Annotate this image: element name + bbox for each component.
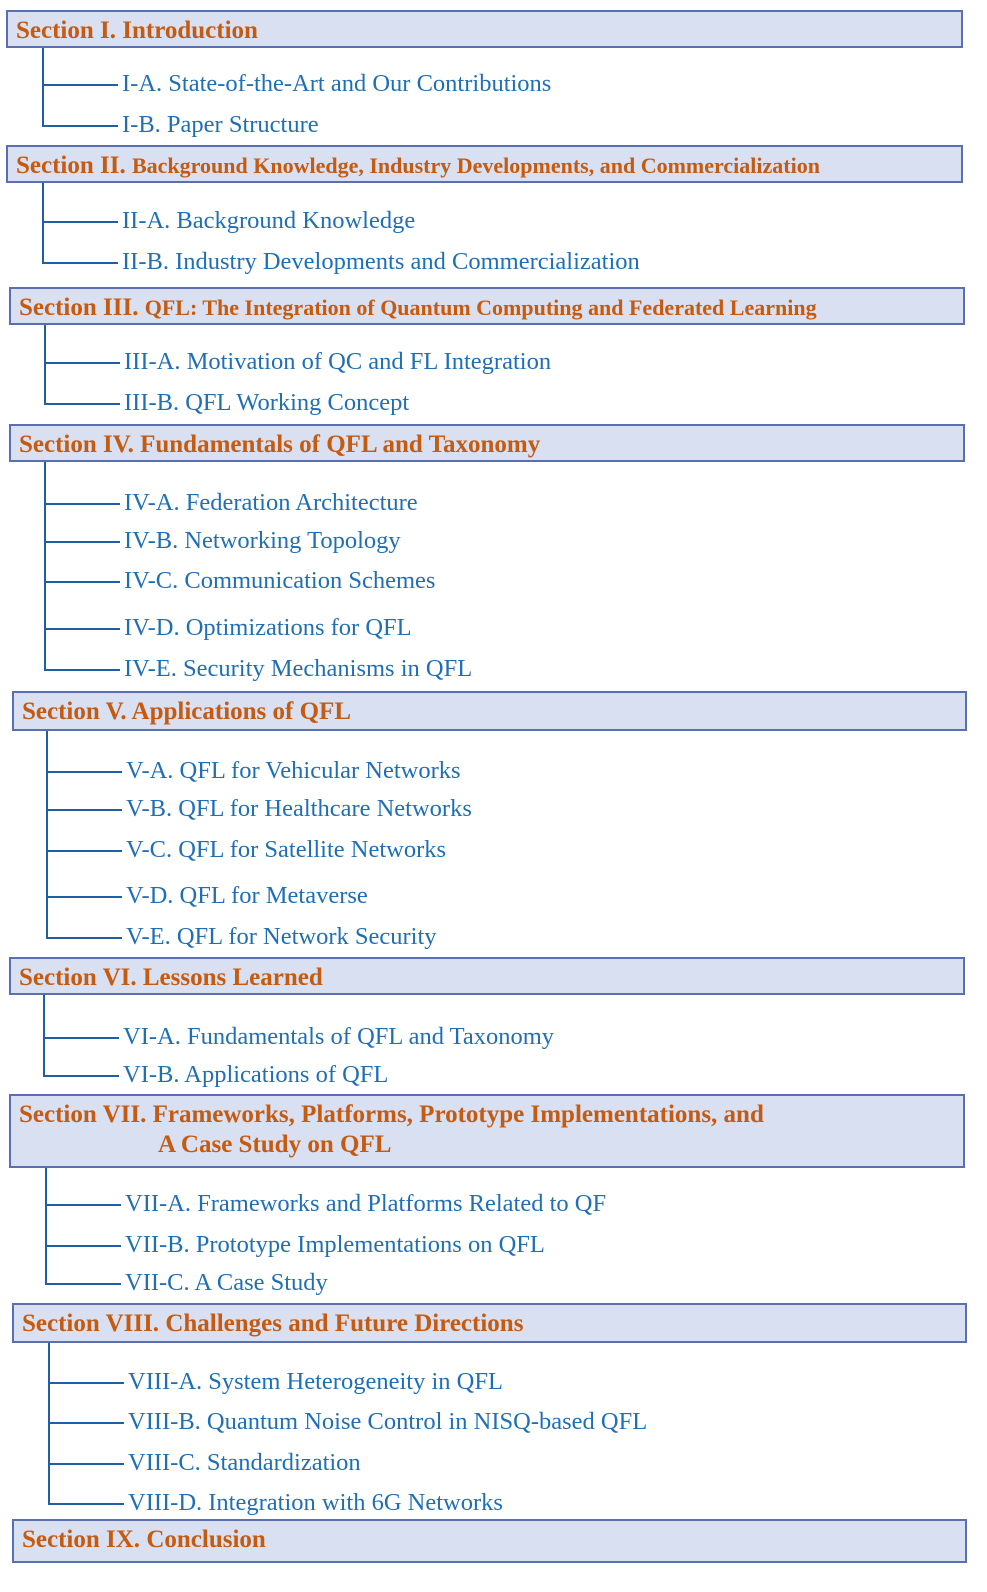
connector-branch — [46, 771, 122, 773]
subsection-vii-c: VII-C. A Case Study — [125, 1269, 328, 1296]
connector-branch — [44, 362, 120, 364]
subsection-iii-b: III-B. QFL Working Concept — [124, 389, 410, 416]
subsection-v-c: V-C. QFL for Satellite Networks — [126, 836, 447, 863]
subsection-i-b: I-B. Paper Structure — [122, 111, 319, 138]
connector-branch — [44, 403, 120, 405]
connector-branch — [44, 628, 120, 630]
subsection-vi-b: VI-B. Applications of QFL — [123, 1061, 389, 1088]
section-title: Background Knowledge, Industry Developments, and Commercialization — [131, 153, 820, 178]
connector-branch — [45, 1204, 121, 1206]
connector-spine — [42, 48, 44, 127]
subsection-iii-a: III-A. Motivation of QC and FL Integration — [124, 348, 552, 375]
subsection-iv-d: IV-D. Optimizations for QFL — [124, 614, 412, 641]
subsection-v-d: V-D. QFL for Metaverse — [126, 882, 368, 909]
connector-spine — [43, 995, 45, 1077]
subsection-viii-c: VIII-C. Standardization — [128, 1449, 361, 1476]
section-label: Section V. — [22, 698, 127, 725]
subsection-v-b: V-B. QFL for Healthcare Networks — [126, 795, 472, 822]
connector-branch — [43, 1075, 119, 1077]
section-label: Section IX. — [22, 1526, 141, 1553]
connector-spine — [46, 731, 48, 939]
section-label: Section IV. — [19, 431, 134, 458]
connector-branch — [45, 1245, 121, 1247]
section-label: Section VIII. — [22, 1310, 160, 1337]
section-header-ii — [6, 145, 963, 183]
subsection-vii-b: VII-B. Prototype Implementations on QFL — [125, 1231, 545, 1258]
connector-branch — [42, 262, 118, 264]
section-label: Section I. — [16, 17, 116, 44]
section-label: Section VI. — [19, 964, 137, 991]
connector-branch — [44, 669, 120, 671]
subsection-iv-a: IV-A. Federation Architecture — [124, 489, 418, 516]
subsection-v-e: V-E. QFL for Network Security — [126, 923, 437, 950]
section-title: QFL: The Integration of Quantum Computing and Federated Learning — [144, 295, 817, 320]
section-header-vii — [9, 1094, 965, 1168]
connector-branch — [46, 809, 122, 811]
connector-branch — [45, 1283, 121, 1285]
connector-branch — [48, 1382, 124, 1384]
subsection-viii-a: VIII-A. System Heterogeneity in QFL — [128, 1368, 503, 1395]
section-header-v — [12, 691, 967, 731]
section-label: Section VII. — [19, 1101, 147, 1128]
subsection-vi-a: VI-A. Fundamentals of QFL and Taxonomy — [123, 1023, 555, 1050]
connector-branch — [48, 1422, 124, 1424]
subsection-vii-a: VII-A. Frameworks and Platforms Related to QF — [125, 1190, 607, 1217]
section-header-iii — [9, 287, 965, 325]
connector-branch — [48, 1503, 124, 1505]
connector-branch — [48, 1463, 124, 1465]
section-title: Challenges and Future Directions — [165, 1310, 524, 1337]
subsection-iv-e: IV-E. Security Mechanisms in QFL — [124, 655, 473, 682]
section-title: Fundamentals of QFL and Taxonomy — [140, 431, 541, 458]
section-header-i — [6, 10, 963, 48]
section-header-vi — [9, 957, 965, 995]
connector-spine — [48, 1343, 50, 1505]
section-label: Section II. — [16, 152, 126, 179]
connector-spine — [45, 1168, 47, 1285]
connector-branch — [44, 541, 120, 543]
section-title: Frameworks, Platforms, Prototype Implementations, and — [152, 1101, 764, 1128]
connector-branch — [46, 937, 122, 939]
connector-branch — [44, 581, 120, 583]
section-title: Introduction — [122, 17, 258, 44]
section-title: Conclusion — [146, 1526, 266, 1553]
section-title-line2: A Case Study on QFL — [158, 1131, 392, 1158]
connector-branch — [42, 125, 118, 127]
connector-branch — [46, 850, 122, 852]
section-label: Section III. — [19, 294, 139, 321]
connector-spine — [44, 325, 46, 405]
subsection-iv-b: IV-B. Networking Topology — [124, 527, 401, 554]
connector-branch — [42, 84, 118, 86]
subsection-ii-b: II-B. Industry Developments and Commercialization — [122, 248, 640, 275]
subsection-iv-c: IV-C. Communication Schemes — [124, 567, 436, 594]
connector-branch — [46, 896, 122, 898]
section-header-iv — [9, 424, 965, 462]
subsection-ii-a: II-A. Background Knowledge — [122, 207, 416, 234]
subsection-v-a: V-A. QFL for Vehicular Networks — [126, 757, 461, 784]
connector-branch — [44, 503, 120, 505]
connector-branch — [43, 1037, 119, 1039]
subsection-viii-b: VIII-B. Quantum Noise Control in NISQ-based QFL — [128, 1408, 648, 1435]
connector-spine — [44, 462, 46, 671]
connector-spine — [42, 183, 44, 264]
subsection-viii-d: VIII-D. Integration with 6G Networks — [128, 1489, 503, 1516]
section-title: Applications of QFL — [131, 698, 352, 725]
connector-branch — [42, 221, 118, 223]
section-header-ix — [12, 1519, 967, 1563]
subsection-i-a: I-A. State-of-the-Art and Our Contributions — [122, 70, 552, 97]
section-header-viii — [12, 1303, 967, 1343]
section-title: Lessons Learned — [142, 964, 323, 991]
